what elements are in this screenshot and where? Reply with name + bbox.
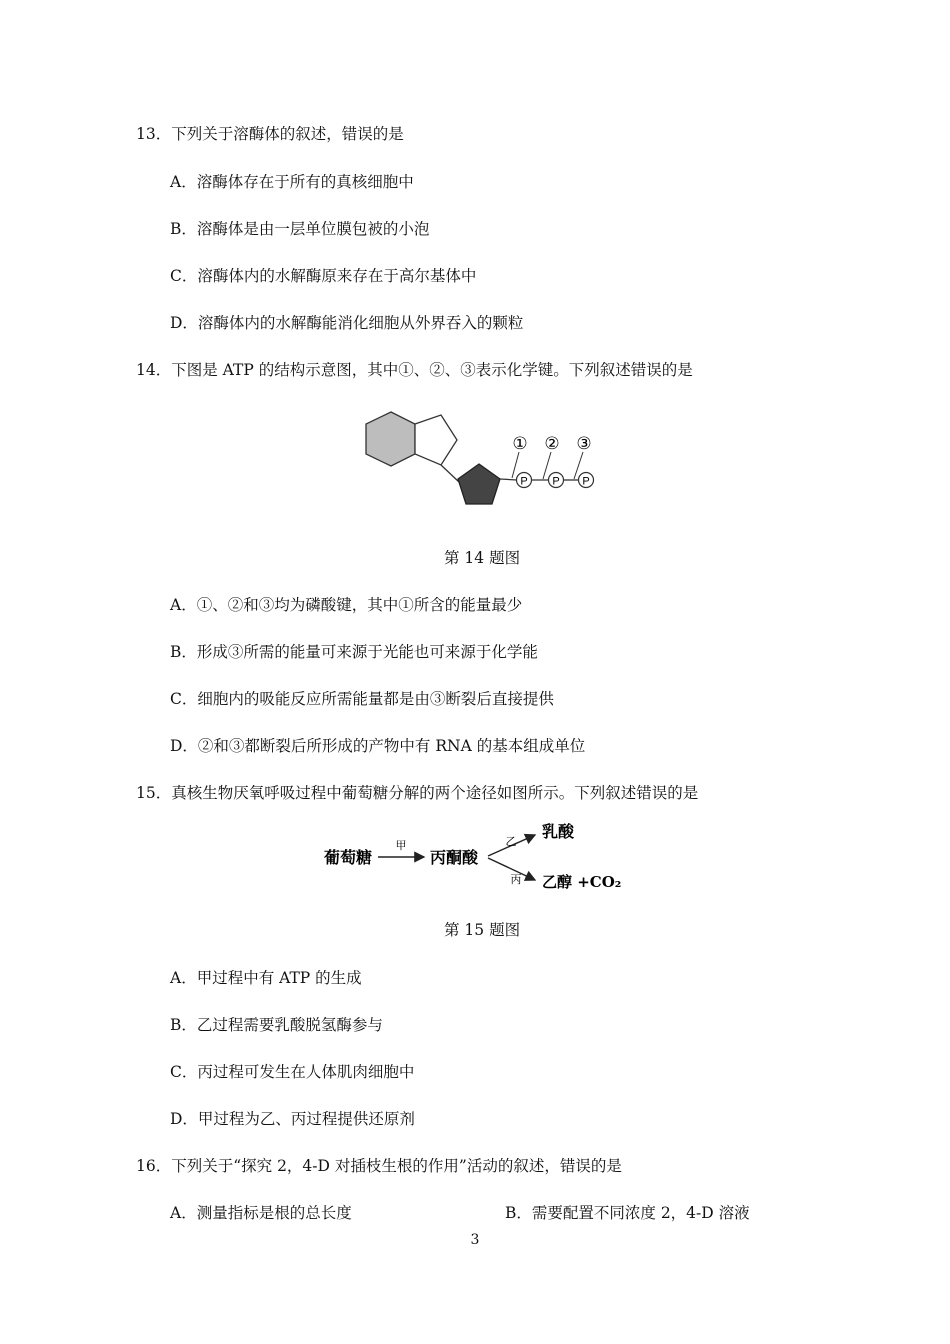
adenine-hexagon <box>366 412 415 466</box>
step1-label: 甲 <box>395 839 407 852</box>
bond-label-1: ① <box>512 434 528 454</box>
q13-option-d: D．溶酶体内的水解酶能消化细胞从外界吞入的颗粒 <box>170 314 524 332</box>
q15-option-c: C．丙过程可发生在人体肌肉细胞中 <box>170 1063 415 1081</box>
phosphate-1-label: P <box>520 475 528 488</box>
q14-option-b: B．形成③所需的能量可来源于光能也可来源于化学能 <box>170 643 538 661</box>
ethanol-co2-label: 乙醇 +CO₂ <box>542 873 622 891</box>
q14-option-d: D．②和③都断裂后所形成的产物中有 RNA 的基本组成单位 <box>170 737 586 755</box>
q14-option-c: C．细胞内的吸能反应所需能量都是由③断裂后直接提供 <box>170 690 554 708</box>
adenine-pentagon <box>415 415 457 465</box>
q13-stem: 13．下列关于溶酶体的叙述，错误的是 <box>136 125 404 143</box>
q13-option-b: B．溶酶体是由一层单位膜包被的小泡 <box>170 220 430 238</box>
phosphate-2-label: P <box>552 475 560 488</box>
page-number: 3 <box>470 1232 480 1248</box>
bond-label-2: ② <box>544 434 560 454</box>
phosphate-3-label: P <box>582 475 590 488</box>
lactic-acid-label: 乳酸 <box>542 822 575 841</box>
glucose-label: 葡萄糖 <box>324 848 373 867</box>
q13-option-a: A．溶酶体存在于所有的真核细胞中 <box>170 173 414 191</box>
glucose-pathway-figure <box>320 818 650 898</box>
pyruvate-label: 丙酮酸 <box>430 848 479 867</box>
q14-stem: 14．下图是 ATP 的结构示意图，其中①、②、③表示化学键。下列叙述错误的是 <box>136 361 693 379</box>
q14-option-a: A．①、②和③均为磷酸键，其中①所含的能量最少 <box>170 596 523 614</box>
q15-caption: 第 15 题图 <box>444 921 521 939</box>
q16-option-a: A．测量指标是根的总长度 <box>170 1204 352 1222</box>
bond-label-3: ③ <box>576 434 592 454</box>
lower-step-label: 丙 <box>510 873 522 886</box>
ribose-pentagon <box>458 464 500 504</box>
q16-stem: 16．下列关于“探究 2，4-D 对插枝生根的作用”活动的叙述，错误的是 <box>136 1157 622 1175</box>
q15-option-a: A．甲过程中有 ATP 的生成 <box>170 969 362 987</box>
q15-stem: 15．真核生物厌氧呼吸过程中葡萄糖分解的两个途径如图所示。下列叙述错误的是 <box>136 784 699 802</box>
q15-option-d: D．甲过程为乙、丙过程提供还原剂 <box>170 1110 415 1128</box>
upper-step-label: 乙 <box>505 835 517 848</box>
atp-structure-figure <box>355 408 615 518</box>
q16-option-b: B．需要配置不同浓度 2，4-D 溶液 <box>505 1204 750 1222</box>
q14-caption: 第 14 题图 <box>444 549 521 567</box>
q15-option-b: B．乙过程需要乳酸脱氢酶参与 <box>170 1016 383 1034</box>
q13-option-c: C．溶酶体内的水解酶原来存在于高尔基体中 <box>170 267 477 285</box>
